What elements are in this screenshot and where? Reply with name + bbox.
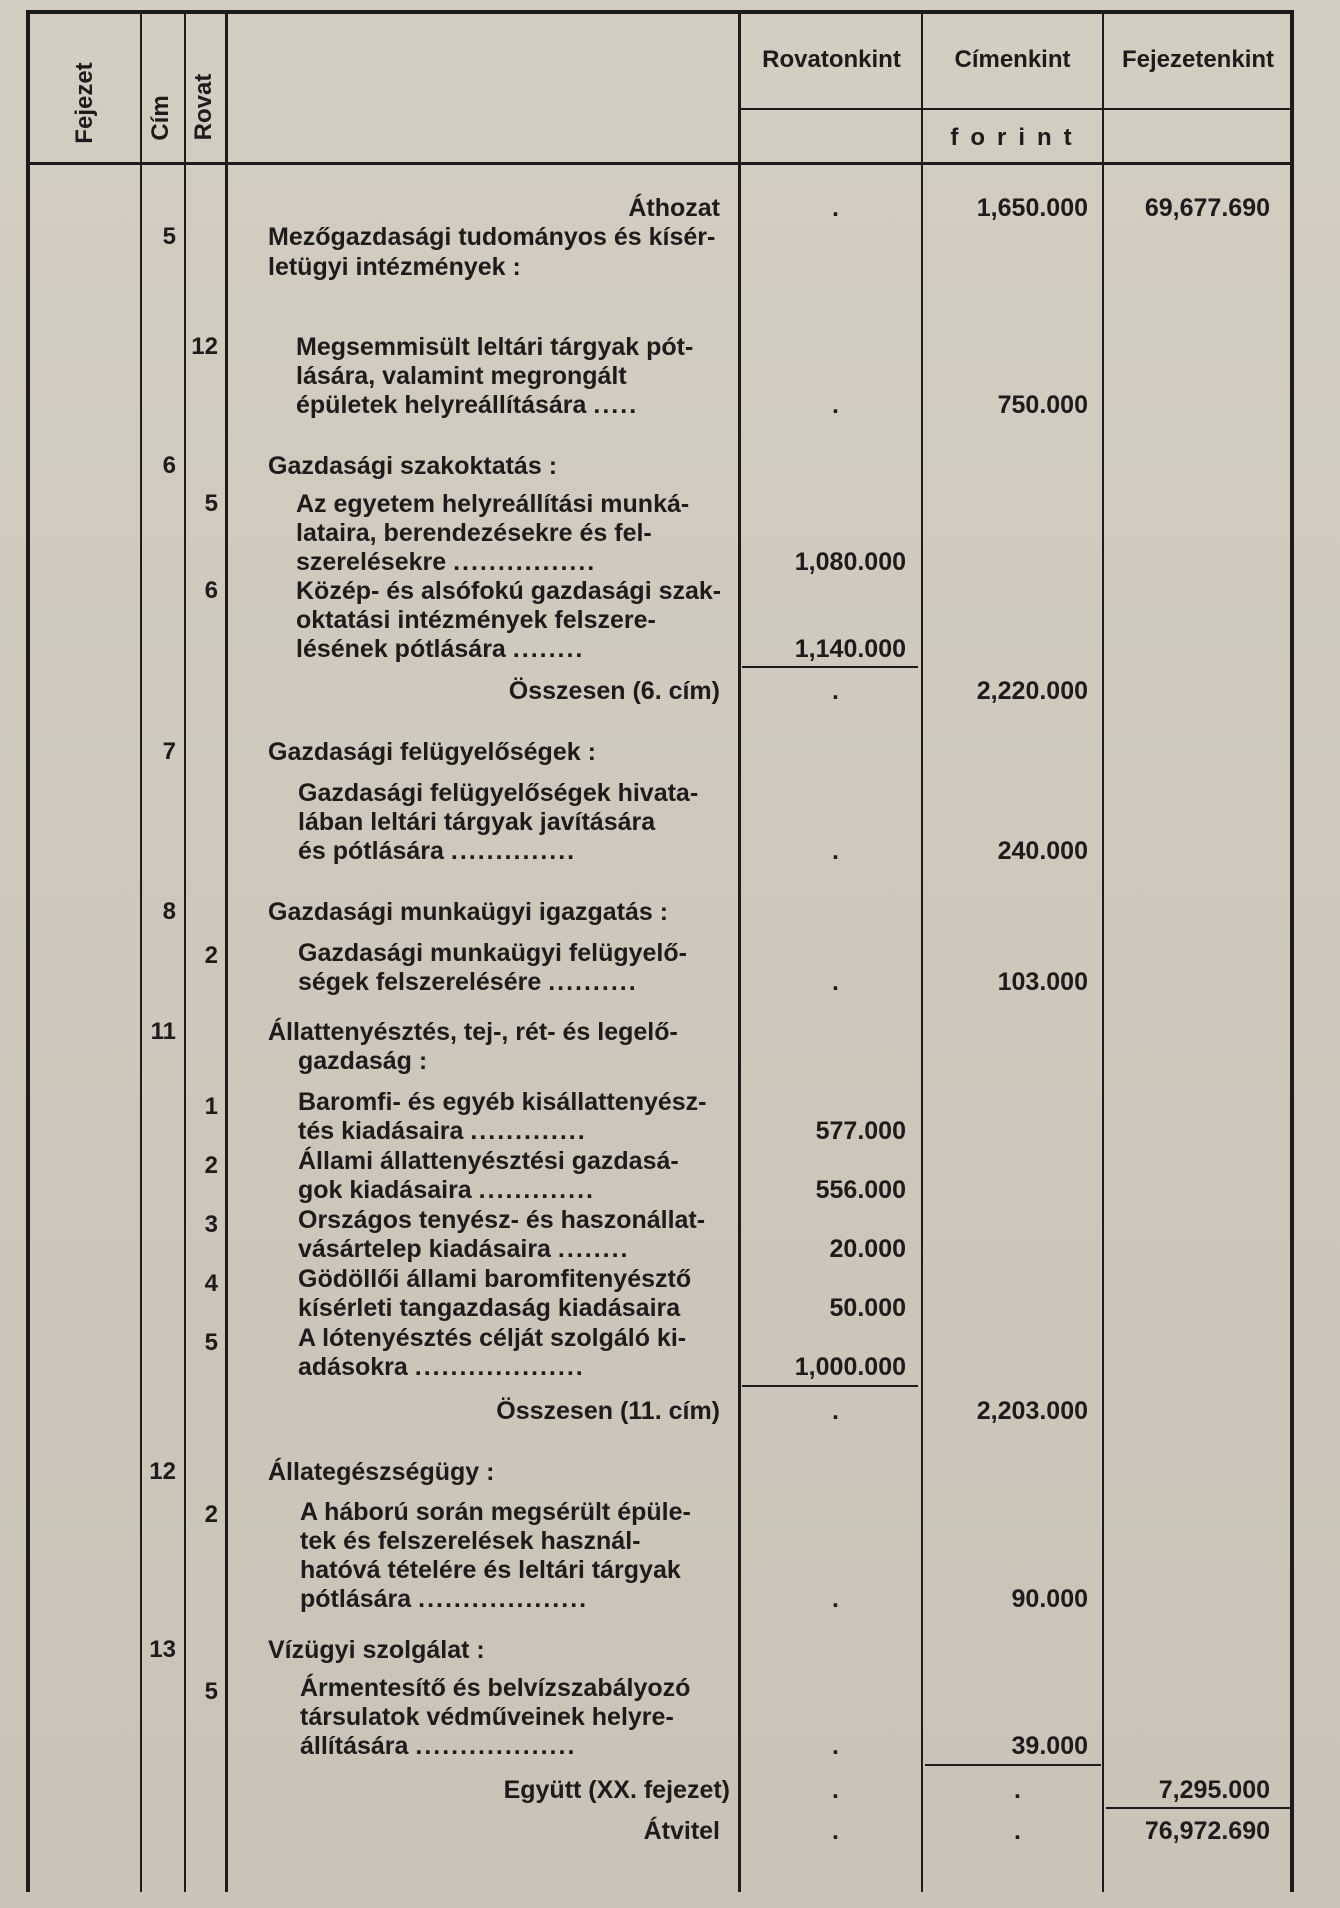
c11-title-line1: Állattenyésztés, tej-, rét- és legelő- [268, 1018, 678, 1046]
c11-r3-rovatonkint: 20.000 [829, 1235, 906, 1263]
c8-r2-cimenkint: 103.000 [997, 968, 1088, 996]
c5-title-line1: Mezőgazdasági tudományos és kísér- [268, 223, 716, 251]
c11-r2-line2: gok kiadásaira ............. [298, 1176, 595, 1204]
rovat-12: 12 [191, 333, 218, 360]
empty-mark: . [832, 1776, 839, 1804]
c7-line1: Gazdasági felügyelőségek hivata- [298, 779, 699, 807]
atvitel-label: Átvitel [643, 1817, 720, 1845]
empty-mark: . [1014, 1776, 1021, 1804]
c11-r2-line1: Állami állattenyésztési gazdasá- [298, 1147, 679, 1175]
egyutt-label: Együtt (XX. fejezet) [503, 1776, 730, 1804]
cim-8: 8 [162, 898, 176, 925]
c6-title: Gazdasági szakoktatás : [268, 452, 558, 480]
rovat-4: 4 [204, 1270, 218, 1297]
c11-r4-line1: Gödöllői állami baromfitenyésztő [298, 1265, 692, 1293]
rovat-2: 2 [204, 1152, 218, 1179]
c7-cimenkint: 240.000 [997, 837, 1088, 865]
empty-mark: . [832, 837, 839, 865]
c6-r5-rovatonkint: 1,080.000 [794, 548, 906, 576]
cim-11: 11 [150, 1018, 176, 1045]
empty-mark: . [832, 1585, 839, 1613]
c12-r2-line2: tek és felszerelések használ- [300, 1527, 641, 1555]
atvitel-fejezetenkint: 76,972.690 [1144, 1817, 1270, 1845]
empty-mark: . [832, 1732, 839, 1760]
col-divider-rovat [225, 12, 228, 1892]
c11-r4-rovatonkint: 50.000 [829, 1294, 906, 1322]
c12-r2-cimenkint: 90.000 [1011, 1585, 1088, 1613]
empty-mark: . [832, 1397, 839, 1425]
c11-r3-line1: Országos tenyész- és haszonállat- [298, 1206, 706, 1234]
c11-r4-line2: kísérleti tangazdaság kiadásaira [298, 1294, 681, 1322]
c6-r6-line2: oktatási intézmények felszere- [296, 606, 656, 634]
c6-r5-line1: Az egyetem helyreállítási munká- [296, 490, 690, 518]
c13-r5-line1: Ármentesítő és belvízszabályozó [300, 1674, 691, 1702]
cim-5: 5 [162, 223, 176, 250]
c11-r2-rovatonkint: 556.000 [815, 1176, 906, 1204]
header-cim: Cím [147, 95, 174, 141]
empty-mark: . [832, 1817, 839, 1845]
header-unit: forint [950, 124, 1084, 151]
header-rovatonkint: Rovatonkint [762, 46, 901, 73]
c5-r12-cimenkint: 750.000 [997, 391, 1088, 419]
cim-7: 7 [162, 738, 176, 765]
empty-mark: . [832, 391, 839, 419]
c12-r2-line3: hatóvá tételére és leltári tárgyak [300, 1556, 681, 1584]
c11-r5-rovatonkint: 1,000.000 [794, 1353, 906, 1381]
c12-r2-line1: A háború során megsérült épüle- [300, 1498, 691, 1526]
c6-r5-line3: szerelésekre ................ [296, 548, 597, 576]
c7-line2: lában leltári tárgyak javítására [298, 808, 656, 836]
c11-r5-line1: A lótenyésztés célját szolgáló ki- [298, 1324, 687, 1352]
c11-r1-rovatonkint: 577.000 [815, 1117, 906, 1145]
c13-r5-line2: társulatok védműveinek helyre- [300, 1703, 674, 1731]
header-cimenkint: Címenkint [954, 46, 1071, 73]
c5-r12-line2: lására, valamint megrongált [296, 362, 627, 390]
subtotal-rule [742, 1385, 918, 1387]
header-fejezetenkint: Fejezetenkint [1121, 46, 1275, 73]
header-unit-line [740, 108, 1292, 110]
c6-r6-line1: Közép- és alsófokú gazdasági szak- [296, 577, 722, 605]
c11-r5-line2: adásokra ................... [298, 1353, 585, 1381]
c11-r1-line1: Baromfi- és egyéb kisállattenyész- [298, 1088, 707, 1116]
rovat-5: 5 [204, 1678, 218, 1705]
col-divider-rovatonkint [921, 12, 923, 1892]
c6-r6-line3: lésének pótlására ........ [296, 635, 585, 663]
header-bottom-line [26, 162, 1294, 165]
cim-13: 13 [149, 1636, 176, 1663]
subtotal-rule [925, 1764, 1101, 1766]
c8-title: Gazdasági munkaügyi igazgatás : [268, 898, 669, 926]
c7-line3: és pótlására .............. [298, 837, 577, 865]
rovat-6: 6 [204, 577, 218, 604]
c11-title-line2: gazdaság : [298, 1047, 428, 1075]
col-divider-text [738, 12, 741, 1892]
c12-r2-line4: pótlására ................... [300, 1585, 589, 1613]
c5-r12-line3: épületek helyreállítására ..... [296, 391, 639, 419]
c11-total-label: Összesen (11. cím) [496, 1397, 720, 1425]
rovat-5: 5 [204, 1329, 218, 1356]
c8-r2-line1: Gazdasági munkaügyi felügyelő- [298, 939, 687, 967]
c6-total-label: Összesen (6. cím) [508, 677, 720, 705]
rovat-2: 2 [204, 1501, 218, 1528]
athozat-label: Áthozat [628, 194, 720, 222]
c11-r3-line2: vásártelep kiadásaira ........ [298, 1235, 630, 1263]
athozat-cimenkint: 1,650.000 [976, 194, 1088, 222]
athozat-fejezetenkint: 69,677.690 [1144, 194, 1270, 222]
header-rovat: Rovat [190, 73, 217, 141]
egyutt-fejezetenkint: 7,295.000 [1158, 1776, 1270, 1804]
c13-r5-cimenkint: 39.000 [1011, 1732, 1088, 1760]
rovat-5: 5 [204, 490, 218, 517]
empty-mark: . [832, 194, 839, 222]
total-rule [1106, 1807, 1290, 1809]
c7-title: Gazdasági felügyelőségek : [268, 738, 596, 766]
subtotal-rule [742, 666, 918, 668]
c6-total-cimenkint: 2,220.000 [976, 677, 1088, 705]
col-divider-fejezet [140, 12, 142, 1892]
c12-title: Állategészségügy : [268, 1458, 495, 1486]
c5-title-line2: letügyi intézmények : [268, 253, 521, 281]
header-fejezet: Fejezet [71, 62, 98, 144]
c13-r5-line3: állítására .................. [300, 1732, 577, 1760]
c13-title: Vízügyi szolgálat : [268, 1636, 485, 1664]
c6-r6-rovatonkint: 1,140.000 [794, 635, 906, 663]
left-border [26, 12, 30, 1892]
rovat-1: 1 [204, 1093, 218, 1120]
c11-total-cimenkint: 2,203.000 [976, 1397, 1088, 1425]
col-divider-cimenkint [1102, 12, 1104, 1892]
c5-r12-line1: Megsemmisült leltári tárgyak pót- [296, 333, 694, 361]
empty-mark: . [1014, 1817, 1021, 1845]
c11-r1-line2: tés kiadásaira ............. [298, 1117, 587, 1145]
empty-mark: . [832, 968, 839, 996]
c8-r2-line2: ségek felszerelésére .......... [298, 968, 638, 996]
cim-12: 12 [149, 1458, 176, 1485]
cim-6: 6 [162, 452, 176, 479]
right-border [1290, 12, 1294, 1892]
empty-mark: . [832, 677, 839, 705]
rovat-2: 2 [204, 942, 218, 969]
rovat-3: 3 [204, 1211, 218, 1238]
c6-r5-line2: lataira, berendezésekre és fel- [296, 519, 652, 547]
